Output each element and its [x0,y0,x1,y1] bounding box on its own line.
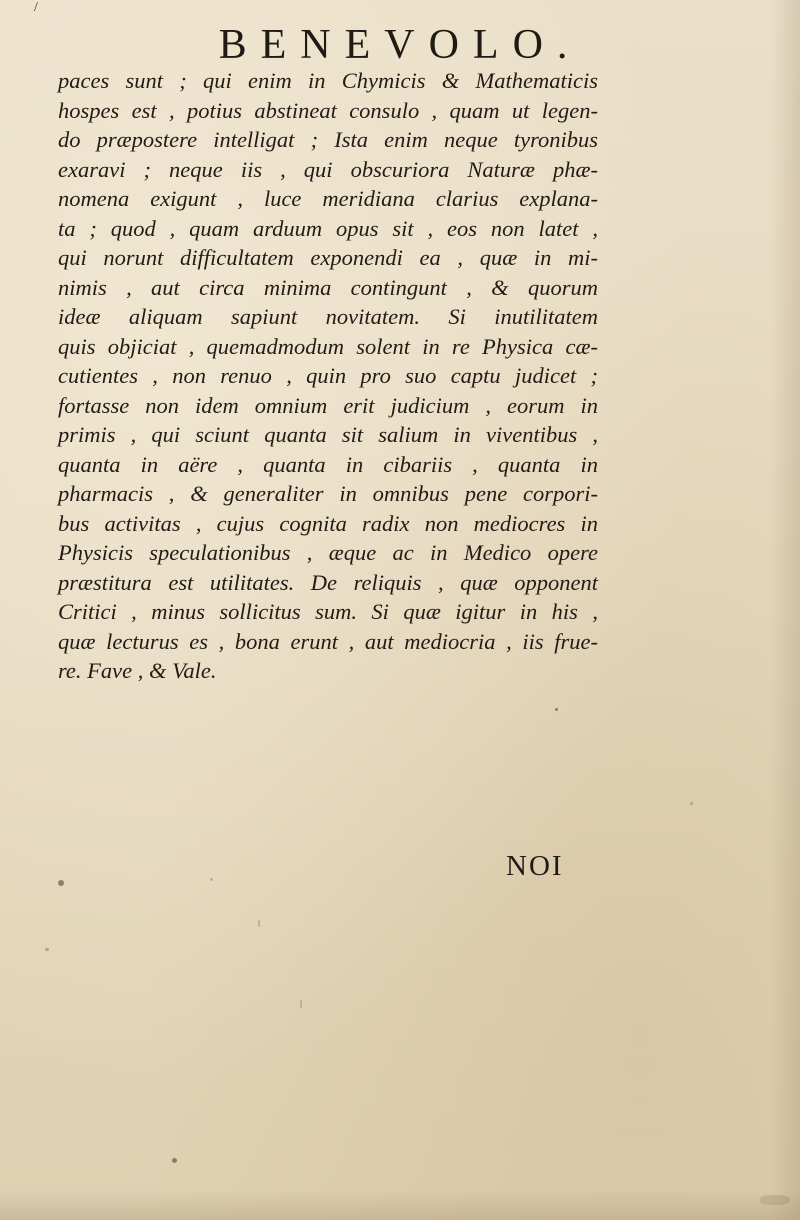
text-line: fortasse non idem omnium erit judicium , eorum in [58,392,598,418]
body-text [58,66,598,686]
foxing-spot [690,802,693,805]
text-line: do præpostere intelligat ; Ista enim neque tyronibus [58,127,598,152]
text-line: exaravi ; neque iis , qui obscuriora Naturæ phæ- [58,156,598,182]
text-line: re. Fave , & Vale. [58,658,217,683]
text-line: hospes est , potius abstineat consulo , quam ut legen- [58,97,598,123]
text-line: ta ; quod , quam arduum opus sit , eos non latet , [58,215,598,241]
running-head: BENEVOLO. [218,22,582,68]
text-line: Physicis speculationibus , æque ac in Medico opere [58,540,598,565]
text-line: quis objiciat , quemadmodum solent in re Physica cæ- [58,333,598,359]
text-line: nomena exigunt , luce meridiana clarius explana- [58,186,598,211]
text-line: pharmacis , & generaliter in omnibus pene corpori- [58,481,598,506]
text-line: quanta in aëre , quanta in cibariis , quanta in [58,451,598,477]
foxing-spot [760,1195,790,1205]
text-line: primis , qui sciunt quanta sit salium in viventibus , [58,422,598,447]
corner-mark: / [34,0,38,15]
catchword: NOI [506,850,564,882]
foxing-spot [45,948,49,951]
text-line: quæ lecturus es , bona erunt , aut mediocria , iis frue- [58,628,598,654]
foxing-spot [555,708,558,711]
text-line: paces sunt ; qui enim in Chymicis & Mathematicis [58,68,598,93]
foxing-spot [258,920,260,927]
text-line: bus activitas , cujus cognita radix non mediocres in [58,510,598,536]
foxing-spot [58,880,64,886]
page-edge-shadow [770,0,800,1220]
text-line: nimis , aut circa minima contingunt , & quorum [58,274,598,300]
text-line: ideæ aliquam sapiunt novitatem. Si inutilitatem [58,304,598,329]
foxing-spot [172,1158,177,1163]
text-line: qui norunt difficultatem exponendi ea , quæ in mi- [58,245,598,270]
foxing-spot [210,878,213,881]
text-line: præstitura est utilitates. De reliquis , quæ opponent [58,569,598,595]
text-line: cutientes , non renuo , quin pro suo captu judicet ; [58,363,598,388]
foxing-spot [300,1000,302,1008]
bottom-edge-shadow [0,1190,800,1220]
text-line: Critici , minus sollicitus sum. Si quæ igitur in his , [58,599,598,624]
